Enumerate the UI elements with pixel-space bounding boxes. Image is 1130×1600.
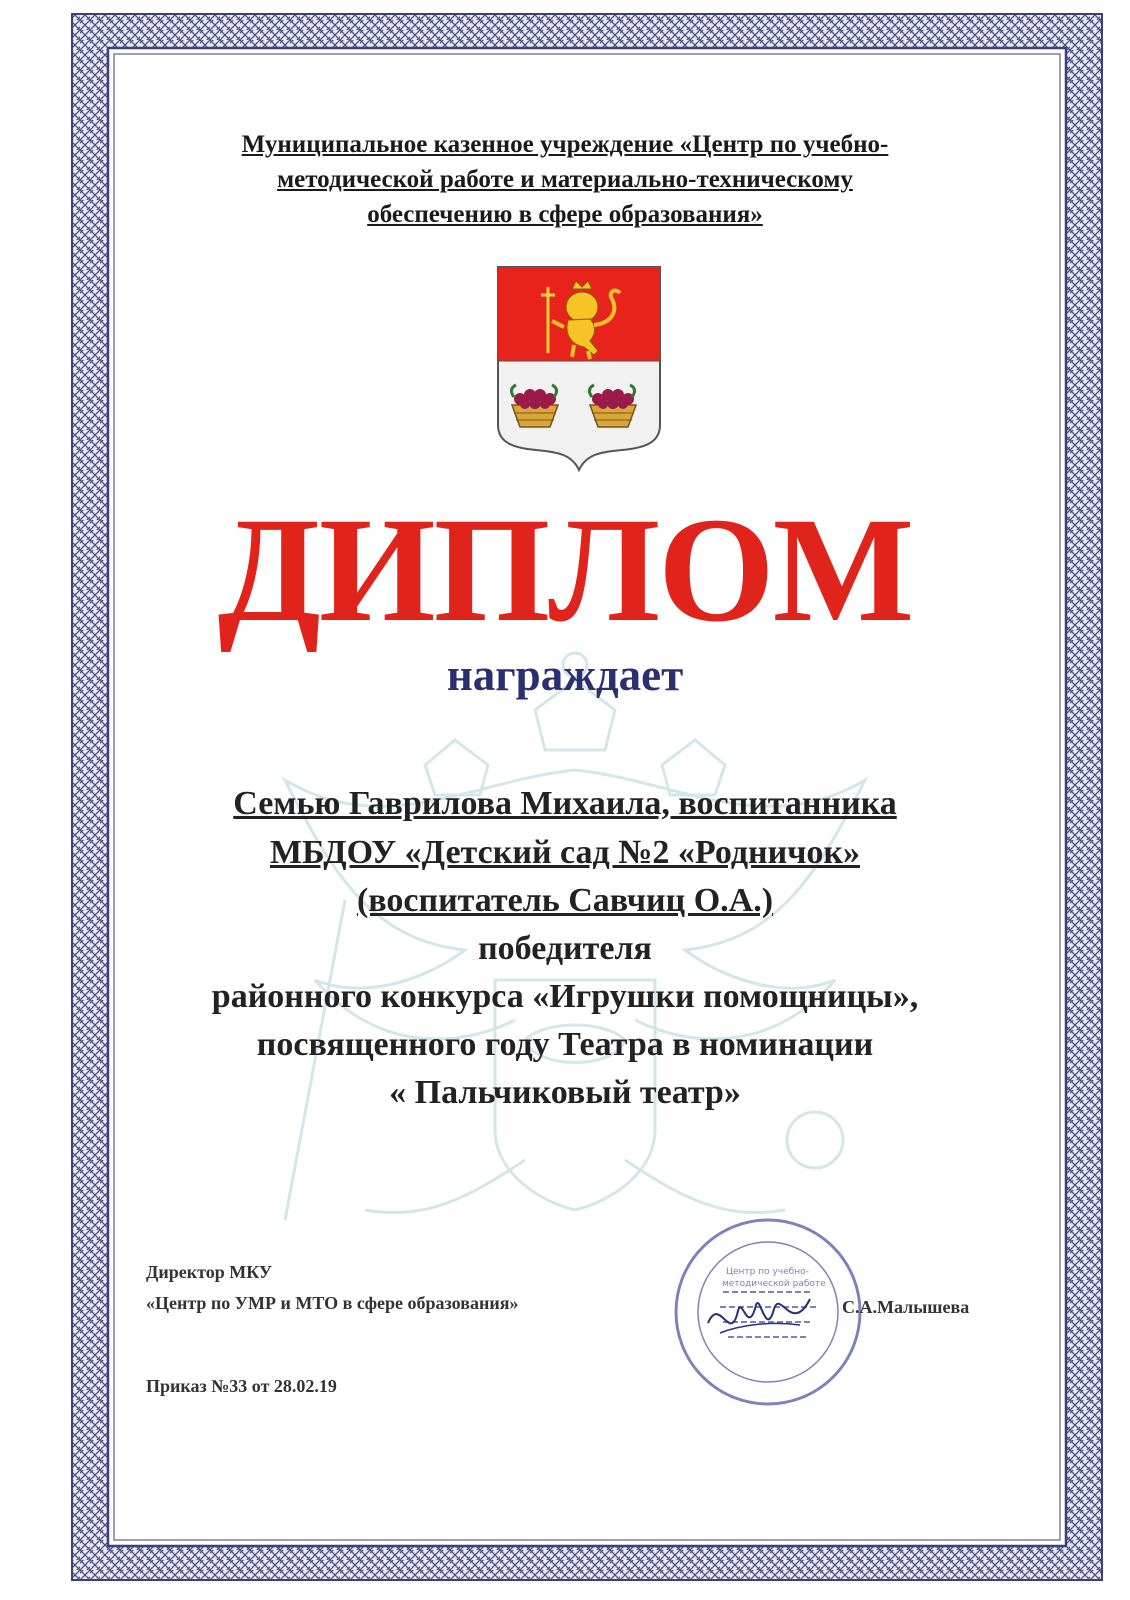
organization-name-line-3: обеспечению в сфере образования» bbox=[367, 201, 763, 228]
achievement-line-3: посвященного году Театра в номинации bbox=[256, 1026, 874, 1063]
handwritten-signature-icon bbox=[700, 1275, 820, 1355]
achievement-line-2: районного конкурса «Игрушки помощницы», bbox=[211, 978, 919, 1015]
director-title-line-2: «Центр по УМР и МТО в сфере образования» bbox=[146, 1293, 519, 1313]
awards-word: награждает bbox=[446, 650, 684, 700]
recipient-line-1: Семью Гаврилова Михаила, воспитанника bbox=[233, 785, 897, 822]
director-title-line-1: Директор МКУ bbox=[146, 1262, 273, 1282]
signatory-name: С.А.Малышева bbox=[842, 1297, 970, 1317]
svg-text:Центр по учебно-: Центр по учебно- bbox=[726, 1267, 809, 1277]
order-reference: Приказ №33 от 28.02.19 bbox=[146, 1376, 337, 1396]
coat-of-arms-icon bbox=[494, 265, 664, 475]
organization-name-line-1: Муниципальное казенное учреждение «Центр по учебно- bbox=[241, 131, 889, 158]
recipient-line-2: МБДОУ «Детский сад №2 «Родничок» bbox=[270, 834, 860, 871]
achievement-line-1: победителя bbox=[478, 930, 652, 967]
svg-text:методической работе: методической работе bbox=[722, 1279, 826, 1289]
organization-name-line-2: методической работе и материально-техническому bbox=[277, 166, 853, 193]
achievement-line-4: « Пальчиковый театр» bbox=[389, 1074, 741, 1111]
recipient-line-3: (воспитатель Савчиц О.А.) bbox=[356, 882, 774, 919]
diploma-title: ДИПЛОМ bbox=[217, 487, 913, 653]
